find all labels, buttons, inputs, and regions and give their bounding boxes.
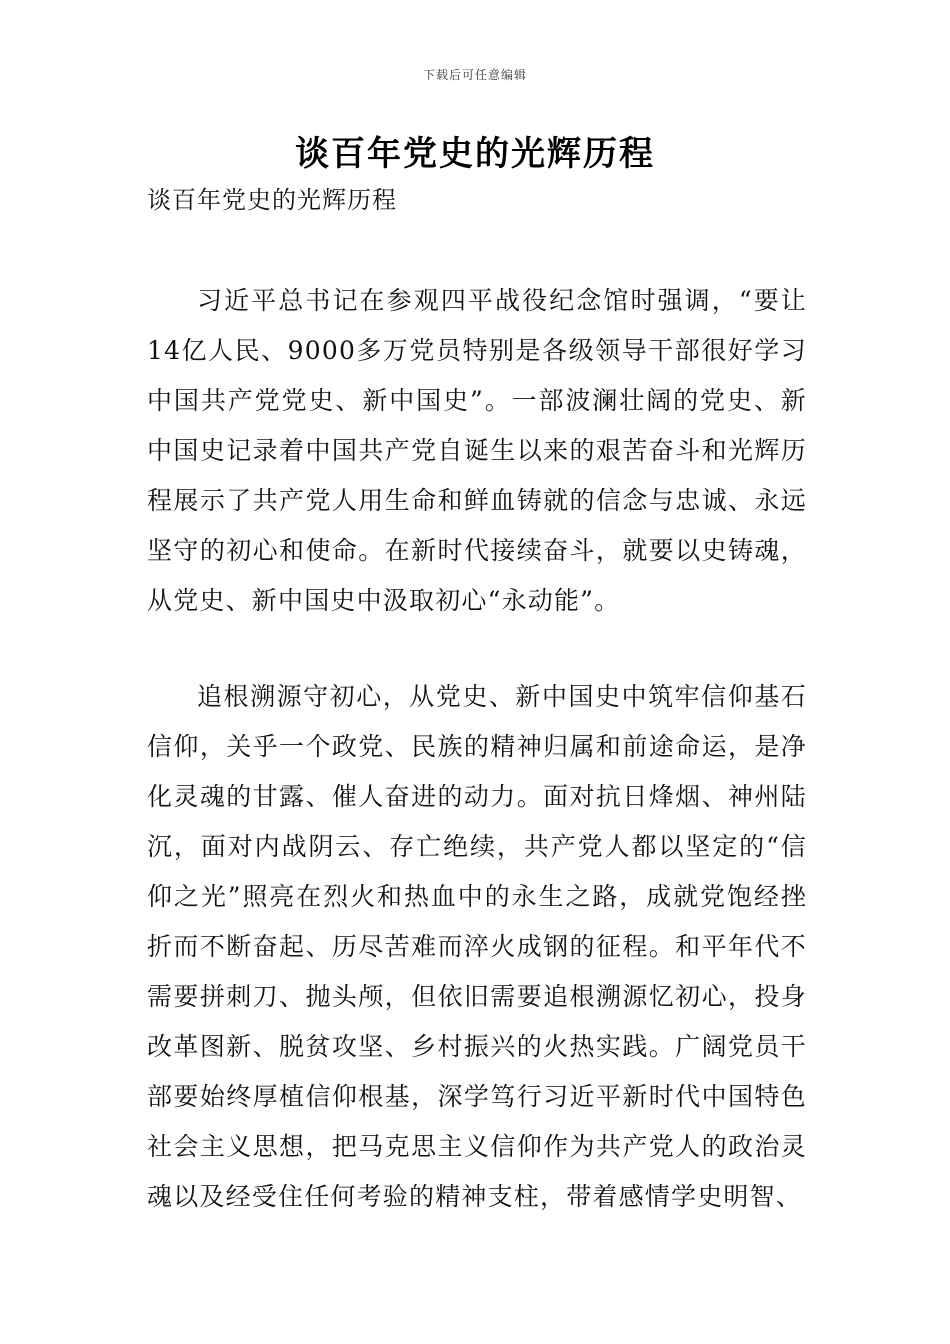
header-note: 下载后可任意编辑 [422, 68, 527, 82]
document-title: 谈百年党史的光辉历程 [295, 134, 655, 174]
body-paragraph: 习近平总书记在参观四平战役纪念馆时强调，“要让14亿人民、9000多万党员特别是各级领导干部很好学习中国共产党党史、新中国史”。一部波澜壮阔的党史、新中国史记录着中国共产党自诞生以来的艰苦奋斗和光辉历程展示了共产党人用生命和鲜血铸就的信念与忠诚、永远坚守的初心和使命。在新时代接续奋斗，就要以史铸魂，从党史、新中国史中汲取初心“永动能”。 [147, 286, 807, 615]
document-subtitle: 谈百年党史的光辉历程 [147, 186, 397, 214]
body-paragraph: 追根溯源守初心，从党史、新中国史中筑牢信仰基石信仰，关乎一个政党、民族的精神归属和前途命运，是净化灵魂的甘露、催人奋进的动力。面对抗日烽烟、神州陆沉，面对内战阴云、存亡绝续，共产党人都以坚定的“信仰之光”照亮在烈火和热血中的永生之路，成就党饱经挫折而不断奋起、历尽苦难而淬火成钢的征程。和平年代不需要拼刺刀、抛头颅，但依旧需要追根溯源忆初心，投身改革图新、脱贫攻坚、乡村振兴的火热实践。广阔党员干部要始终厚植信仰根基，深学笃行习近平新时代中国特色社会主义思想，把马克思主义信仰作为共产党人的政治灵魂以及经受住任何考验的精神支柱，带着感情学史明智、 [147, 682, 807, 1211]
